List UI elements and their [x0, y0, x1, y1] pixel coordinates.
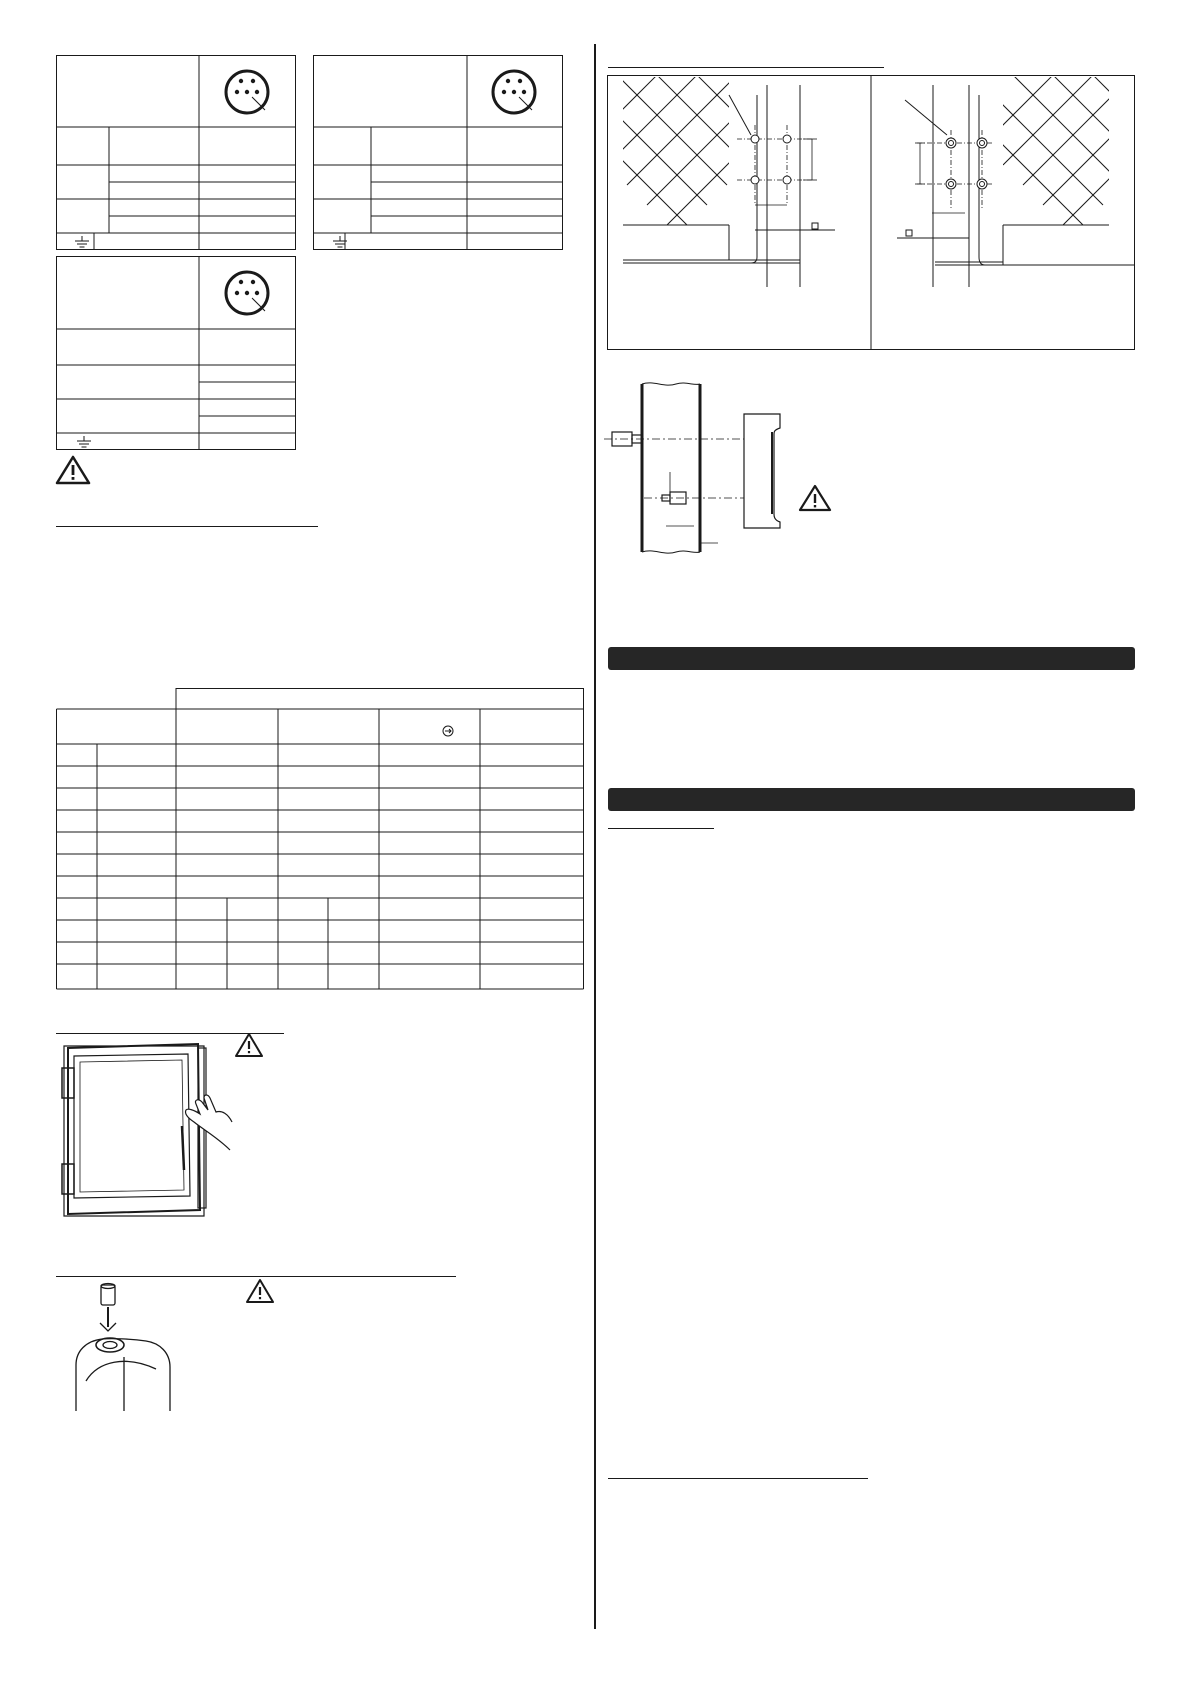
ground-icon [75, 236, 89, 247]
section-header-bar [608, 647, 1135, 670]
subsection-rule [608, 828, 714, 829]
hand-icon [185, 1095, 232, 1150]
connector-5pin-icon [226, 272, 268, 314]
subsection-rule [608, 1478, 868, 1479]
section-header-bar [608, 788, 1135, 811]
mounting-section-rule [608, 67, 884, 68]
mounting-hole-diagrams [607, 75, 1135, 351]
ground-icon [77, 436, 91, 447]
connector-5pin-icon [493, 71, 535, 113]
connector-pinout-table-3 [56, 256, 296, 451]
circle-arrow-icon [443, 726, 453, 736]
warning-icon [234, 1032, 264, 1058]
bracket-section-drawing [604, 380, 834, 555]
lock-section-rule [56, 1276, 456, 1277]
dimension-table [56, 688, 584, 990]
enclosure-door-drawing [58, 1038, 234, 1224]
connector-pinout-table-1 [56, 55, 296, 251]
column-divider [594, 44, 596, 1629]
warning-icon [245, 1278, 275, 1304]
section-heading-rule [56, 526, 318, 527]
warning-icon [798, 484, 832, 512]
connector-pinout-table-2 [313, 55, 563, 251]
connector-5pin-icon [226, 71, 268, 113]
warning-icon [55, 455, 91, 485]
lock-drawing [72, 1281, 180, 1411]
